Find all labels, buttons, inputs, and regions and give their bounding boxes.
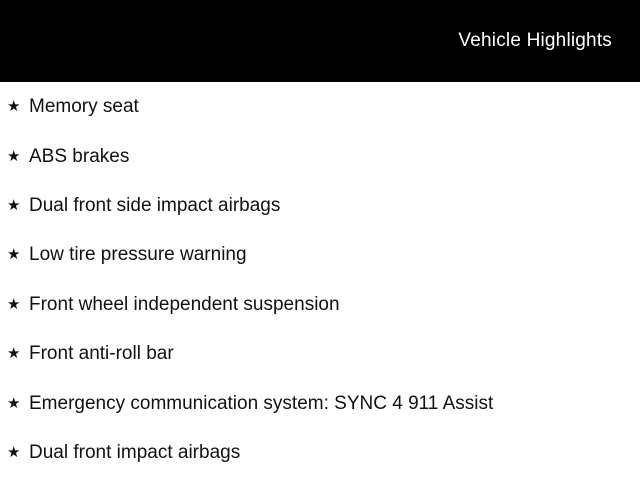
item-label: Memory seat [29,96,139,118]
item-label: Front wheel independent suspension [29,293,340,315]
page-title: Vehicle Highlights [458,30,612,51]
star-icon: ★ [7,344,21,363]
item-label: Dual front side impact airbags [29,194,281,216]
item-label: Dual front impact airbags [29,441,241,463]
list-item [0,280,640,329]
star-icon: ★ [7,294,21,313]
header-bar [0,0,640,82]
list-item [0,82,640,131]
star-icon: ★ [7,146,21,165]
item-label: Front anti-roll bar [29,343,174,365]
item-label: ABS brakes [29,145,130,167]
item-label: Low tire pressure warning [29,244,247,266]
list-item [0,329,640,378]
star-icon: ★ [7,245,21,264]
list-item [0,181,640,230]
highlights-list [0,82,640,477]
star-icon: ★ [7,195,21,214]
list-item [0,230,640,279]
star-icon: ★ [7,97,21,116]
list-item [0,131,640,180]
star-icon: ★ [7,442,21,461]
item-label: Emergency communication system: SYNC 4 911 Assist [29,392,494,414]
list-item [0,428,640,477]
star-icon: ★ [7,393,21,412]
list-item [0,378,640,427]
